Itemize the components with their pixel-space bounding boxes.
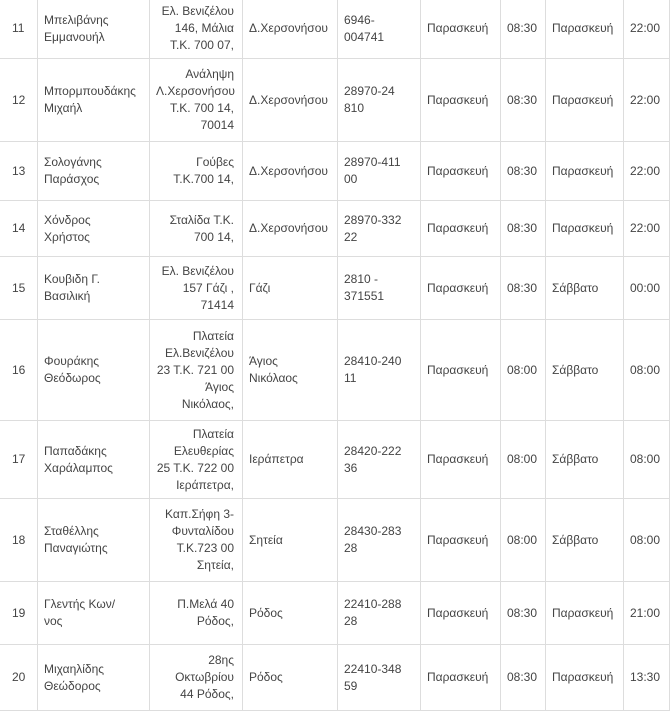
start-time-cell: 08:30 <box>501 59 546 142</box>
start-time-cell: 08:30 <box>501 0 546 59</box>
table-row <box>0 499 670 582</box>
start-day-cell: Παρασκευή <box>421 582 501 645</box>
start-day-cell: Παρασκευή <box>421 142 501 201</box>
area-cell-line: Δ.Χερσονήσου <box>249 92 328 107</box>
pharmacist-name-cell <box>38 499 150 582</box>
pharmacist-name-cell-line: Βασιλική <box>44 289 91 303</box>
row-number-cell: 12 <box>0 59 38 142</box>
phone-cell <box>338 645 421 711</box>
row-number-cell: 14 <box>0 201 38 257</box>
address-cell-line: Τ.Κ. 700 14, <box>169 101 234 115</box>
end-time-cell: 08:00 <box>624 320 670 421</box>
phone-cell-line: 28970-332 <box>344 212 402 227</box>
area-cell-line: Άγιος <box>249 354 278 368</box>
address-cell <box>150 0 243 59</box>
phone-cell <box>338 0 421 59</box>
area-cell <box>243 59 338 142</box>
start-day-cell: Παρασκευή <box>421 320 501 421</box>
start-day-cell: Παρασκευή <box>421 645 501 711</box>
area-cell-line: Γάζι <box>249 280 271 295</box>
area-cell-line: Σητεία <box>249 532 283 547</box>
address-cell-line: Σταλίδα Τ.Κ. <box>169 212 234 227</box>
area-cell-line: Δ.Χερσονήσου <box>249 21 328 35</box>
phone-cell <box>338 59 421 142</box>
phone-cell-line: 11 <box>344 371 357 385</box>
address-cell-line: 70014 <box>200 118 234 132</box>
phone-cell <box>338 499 421 582</box>
table-row <box>0 142 670 201</box>
phone-cell-line: 004741 <box>344 29 385 44</box>
end-time-cell: 08:00 <box>624 499 670 582</box>
address-cell-line: Τ.Κ.700 14, <box>173 172 234 186</box>
area-cell <box>243 582 338 645</box>
start-day-cell: Παρασκευή <box>421 59 501 142</box>
end-time-cell: 22:00 <box>624 201 670 257</box>
end-day-cell: Παρασκευή <box>546 59 624 142</box>
phone-cell <box>338 142 421 201</box>
address-cell-line: 25 Τ.Κ. 722 00 <box>156 460 234 475</box>
pharmacist-name-cell <box>38 201 150 257</box>
address-cell-line: Ελ. Βενιζέλου <box>161 4 234 18</box>
start-time-cell: 08:30 <box>501 582 546 645</box>
address-cell <box>150 142 243 201</box>
address-cell-line: Φυνταλίδου <box>171 524 234 538</box>
phone-cell-line: 28 <box>344 614 358 628</box>
phone-cell <box>338 421 421 499</box>
table-row <box>0 59 670 142</box>
start-time-cell: 08:00 <box>501 320 546 421</box>
table-row <box>0 645 670 711</box>
pharmacist-name-cell-line: Θεόδωρος <box>44 371 101 385</box>
address-cell <box>150 421 243 499</box>
address-cell-line: Τ.Κ. 700 07, <box>169 38 234 52</box>
table-row <box>0 582 670 645</box>
address-cell-line: 23 Τ.Κ. 721 00 <box>156 362 234 377</box>
address-cell-line: 146, Μάλια <box>174 21 234 35</box>
pharmacist-name-cell <box>38 59 150 142</box>
phone-cell-line: 6946- <box>344 12 375 27</box>
address-cell-line: Καπ.Σήφη 3- <box>165 507 234 521</box>
address-cell-line: Νικόλαος, <box>181 396 234 411</box>
row-number-cell: 17 <box>0 421 38 499</box>
phone-cell-line: 22 <box>344 229 358 244</box>
start-day-cell: Παρασκευή <box>421 499 501 582</box>
row-number-cell: 18 <box>0 499 38 582</box>
area-cell-line: Ιεράπετρα <box>249 452 304 466</box>
address-cell <box>150 582 243 645</box>
phone-cell-line: 2810 - <box>344 272 379 286</box>
pharmacist-name-cell-line: Παπαδάκης <box>44 443 107 458</box>
table-row <box>0 0 670 59</box>
phone-cell-line: 28430-283 <box>344 524 402 538</box>
address-cell-line: 700 14, <box>193 229 234 244</box>
area-cell <box>243 142 338 201</box>
pharmacist-name-cell <box>38 257 150 320</box>
phone-cell <box>338 582 421 645</box>
area-cell <box>243 257 338 320</box>
address-cell-line: 28ης <box>208 653 234 667</box>
start-day-cell: Παρασκευή <box>421 201 501 257</box>
start-day-cell: Παρασκευή <box>421 257 501 320</box>
pharmacist-name-cell <box>38 0 150 59</box>
row-number-cell: 11 <box>0 0 38 59</box>
end-time-cell: 22:00 <box>624 0 670 59</box>
phone-cell-line: 28970-411 <box>344 155 401 169</box>
pharmacist-name-cell-line: Παναγιώτης <box>44 541 108 555</box>
start-day-cell: Παρασκευή <box>421 0 501 59</box>
start-time-cell: 08:30 <box>501 645 546 711</box>
area-cell <box>243 201 338 257</box>
row-number-cell: 20 <box>0 645 38 711</box>
address-cell-line: Σητεία, <box>196 558 234 572</box>
phone-cell-line: 371551 <box>344 289 385 303</box>
phone-cell <box>338 257 421 320</box>
end-day-cell: Παρασκευή <box>546 201 624 257</box>
table-row <box>0 257 670 320</box>
end-day-cell: Παρασκευή <box>546 645 624 711</box>
pharmacist-name-cell <box>38 645 150 711</box>
address-cell-line: Ελ.Βενιζέλου <box>164 345 234 360</box>
address-cell-line: Ρόδος, <box>196 614 234 628</box>
phone-cell <box>338 201 421 257</box>
address-cell-line: Πλατεία <box>192 328 234 343</box>
area-cell <box>243 320 338 421</box>
address-cell-line: Άγιος <box>205 379 234 394</box>
phone-cell-line: 28 <box>344 541 358 555</box>
area-cell <box>243 0 338 59</box>
row-number-cell: 19 <box>0 582 38 645</box>
area-cell-line: Δ.Χερσονήσου <box>249 163 328 178</box>
pharmacist-name-cell-line: Χαράλαμπος <box>44 460 113 475</box>
area-cell <box>243 499 338 582</box>
phone-cell-line: 00 <box>344 172 358 186</box>
pharmacist-name-cell <box>38 582 150 645</box>
pharmacist-name-cell-line: Φουράκης <box>44 354 100 368</box>
address-cell-line: 44 Ρόδος, <box>180 687 234 701</box>
area-cell-line: Ρόδος <box>249 670 283 684</box>
row-number-cell: 15 <box>0 257 38 320</box>
phone-cell-line: 28410-240 <box>344 354 402 368</box>
end-day-cell: Σάββατο <box>546 320 624 421</box>
pharmacist-name-cell-line: Χόνδρος <box>44 212 91 227</box>
table-row <box>0 320 670 421</box>
address-cell <box>150 59 243 142</box>
pharmacist-name-cell <box>38 421 150 499</box>
end-day-cell: Σάββατο <box>546 257 624 320</box>
address-cell-line: Γούβες <box>196 155 234 169</box>
address-cell-line: Ελευθερίας <box>173 443 234 458</box>
row-number-cell: 16 <box>0 320 38 421</box>
pharmacist-name-cell-line: Μιχαηλίδης <box>44 661 105 676</box>
pharmacist-name-cell-line: Σολογάνης <box>44 155 102 169</box>
start-time-cell: 08:30 <box>501 201 546 257</box>
phone-cell-line: 36 <box>344 460 358 475</box>
address-cell-line: Ιεράπετρα, <box>176 477 234 492</box>
phone-cell-line: 22410-348 <box>344 661 402 676</box>
pharmacist-name-cell-line: Εμμανουήλ <box>44 29 105 44</box>
start-time-cell: 08:30 <box>501 142 546 201</box>
phone-cell-line: 22410-288 <box>344 597 402 611</box>
start-time-cell: 08:00 <box>501 421 546 499</box>
end-time-cell: 13:30 <box>624 645 670 711</box>
area-cell-line: Δ.Χερσονήσου <box>249 221 328 235</box>
pharmacist-name-cell-line: Μιχαήλ <box>44 101 83 115</box>
start-time-cell: 08:30 <box>501 257 546 320</box>
pharmacist-name-cell-line: Μπελιβάνης <box>44 12 109 27</box>
table-row <box>0 201 670 257</box>
phone-cell-line: 28420-222 <box>344 443 402 458</box>
area-cell <box>243 421 338 499</box>
address-cell <box>150 499 243 582</box>
pharmacist-name-cell-line: Γλεντής Κων/ <box>44 597 116 611</box>
address-cell-line: 71414 <box>200 297 234 312</box>
pharmacist-name-cell-line: Μπορμπουδάκης <box>44 84 136 98</box>
end-day-cell: Παρασκευή <box>546 142 624 201</box>
address-cell-line: Τ.Κ.723 00 <box>176 541 234 555</box>
area-cell <box>243 645 338 711</box>
address-cell <box>150 201 243 257</box>
end-day-cell: Παρασκευή <box>546 0 624 59</box>
pharmacist-name-cell-line: νος <box>44 614 63 628</box>
end-time-cell: 22:00 <box>624 142 670 201</box>
pharmacist-name-cell-line: Χρήστος <box>44 229 90 244</box>
pharmacist-name-cell-line: Σταθέλλης <box>44 524 99 538</box>
address-cell <box>150 320 243 421</box>
address-cell-line: Ελ. Βενιζέλου <box>161 263 234 278</box>
end-day-cell: Παρασκευή <box>546 582 624 645</box>
pharmacist-name-cell <box>38 142 150 201</box>
address-cell-line: 157 Γάζι , <box>182 280 234 295</box>
start-day-cell: Παρασκευή <box>421 421 501 499</box>
address-cell-line: Λ.Χερσονήσου <box>156 84 235 98</box>
address-cell-line: Οκτωβρίου <box>175 670 234 684</box>
end-time-cell: 08:00 <box>624 421 670 499</box>
row-number-cell: 13 <box>0 142 38 201</box>
phone-cell <box>338 320 421 421</box>
area-cell-line: Ρόδος <box>249 605 283 620</box>
end-day-cell: Σάββατο <box>546 499 624 582</box>
address-cell-line: Π.Μελά 40 <box>177 597 234 611</box>
pharmacist-name-cell-line: Παράσχος <box>44 172 100 186</box>
start-time-cell: 08:00 <box>501 499 546 582</box>
table-row <box>0 421 670 499</box>
end-time-cell: 22:00 <box>624 59 670 142</box>
address-cell <box>150 257 243 320</box>
area-cell-line: Νικόλαος <box>249 371 298 385</box>
phone-cell-line: 59 <box>344 678 358 693</box>
address-cell-line: Ανάληψη <box>185 67 234 81</box>
pharmacist-name-cell <box>38 320 150 421</box>
end-time-cell: 21:00 <box>624 582 670 645</box>
pharmacist-name-cell-line: Θεώδορος <box>44 678 101 693</box>
phone-cell-line: 810 <box>344 101 365 115</box>
address-cell <box>150 645 243 711</box>
phone-cell-line: 28970-24 <box>344 84 395 98</box>
pharmacist-name-cell-line: Κουβιδη Γ. <box>44 272 100 286</box>
end-time-cell: 00:00 <box>624 257 670 320</box>
end-day-cell: Σάββατο <box>546 421 624 499</box>
address-cell-line: Πλατεία <box>192 426 234 441</box>
